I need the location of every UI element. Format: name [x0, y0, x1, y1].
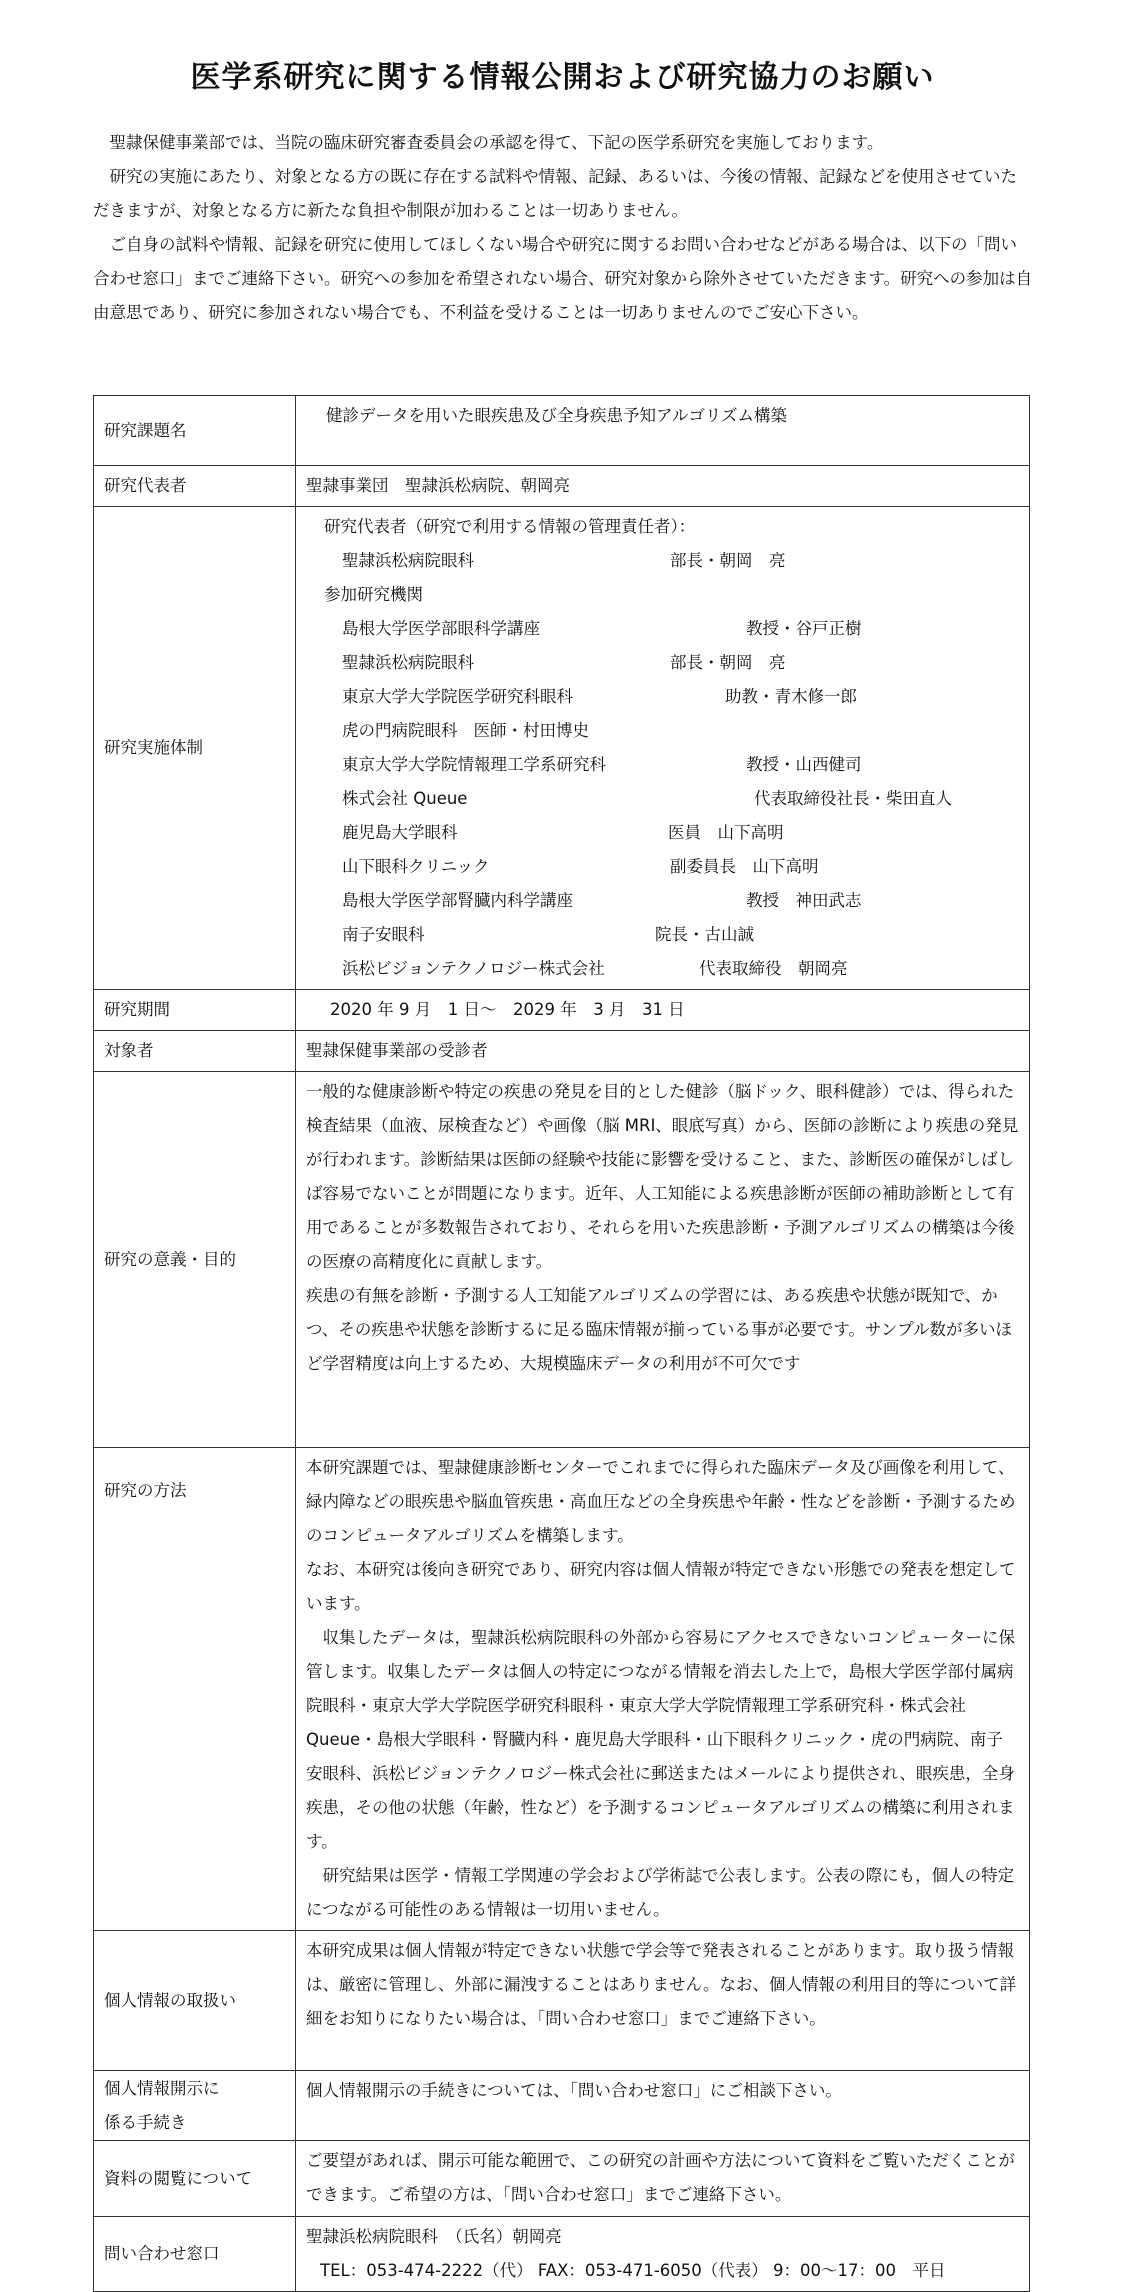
label-research-title: 研究課題名: [94, 396, 296, 466]
system-head: 研究代表者（研究で利用する情報の管理責任者）：: [324, 517, 696, 536]
member-role: 代表取締役 朝岡亮: [699, 959, 848, 978]
label-system: 研究実施体制: [94, 507, 296, 990]
member-row: [324, 714, 1019, 748]
label-representative: 研究代表者: [94, 466, 296, 507]
row-research-title: [94, 396, 1030, 466]
member-institution: 東京大学大学院医学研究科眼科: [342, 687, 573, 706]
row-method: [94, 1448, 1030, 1931]
label-purpose: 研究の意義・目的: [94, 1072, 296, 1448]
member-row: [324, 884, 1019, 918]
label-privacy: 個人情報の取扱い: [94, 1931, 296, 2071]
contact-phone: TEL：053-474-2222（代） FAX：053-471-6050（代表） 9：00～17：00 平日: [320, 2261, 946, 2280]
row-system: [94, 507, 1030, 990]
row-disclosure: [94, 2071, 1030, 2141]
label-subject: 対象者: [94, 1031, 296, 1072]
value-method: [296, 1448, 1030, 1931]
member-row: [324, 612, 1019, 646]
member-role: 教授 神田武志: [746, 891, 862, 910]
system-sub: 参加研究機関: [324, 585, 423, 604]
purpose-paragraph: 疾患の有無を診断・予測する人工知能アルゴリズムの学習には、ある疾患や状態が既知で、かつ、その疾患や状態を診断するに足る臨床情報が揃っている事が必要です。サンプル数が多いほど学習精度は向上するため、大規模臨床データの利用が不可欠です: [306, 1286, 1013, 1373]
value-subject: 聖隷保健事業部の受診者: [296, 1031, 1030, 1072]
research-title-text: 健診データを用いた眼疾患及び全身疾患予知アルゴリズム構築: [326, 406, 788, 425]
row-purpose: [94, 1072, 1030, 1448]
member-list: [324, 612, 1019, 986]
period-text: 2020 年 9 月 1 日～ 2029 年 3 月 31 日: [330, 1000, 685, 1019]
member-institution: 株式会社 Queue: [342, 789, 468, 808]
member-role: 医師・村田博史: [473, 721, 589, 740]
disclosure-label-line: 個人情報開示に: [104, 2078, 220, 2098]
info-table: [93, 395, 1030, 2292]
value-system: [296, 507, 1030, 990]
member-institution: 山下眼科クリニック: [342, 857, 490, 876]
lead-institution: 聖隷浜松病院眼科: [342, 551, 474, 570]
label-contact: 問い合わせ窓口: [94, 2217, 296, 2292]
intro-text: [93, 126, 1033, 330]
label-materials: 資料の閲覧について: [94, 2141, 296, 2217]
member-role: 医員 山下高明: [668, 823, 784, 842]
method-paragraph: 本研究課題では、聖隷健康診断センターでこれまでに得られた臨床データ及び画像を利用して、緑内障などの眼疾患や脳血管疾患・高血圧などの全身疾患や年齢・性などを診断・予測するためのコンピュータアルゴリズムを構築します。: [306, 1458, 1016, 1545]
intro-paragraph: 研究の実施にあたり、対象となる方の既に存在する試料や情報、記録、あるいは、今後の情報、記録などを使用させていただきますが、対象となる方に新たな負担や制限が加わることは一切ありません。: [93, 167, 1017, 220]
value-materials: ご要望があれば、開示可能な範囲で、この研究の計画や方法について資料をご覧いただくことができます。ご希望の方は、「問い合わせ窓口」までご連絡下さい。: [296, 2141, 1030, 2217]
value-privacy: 本研究成果は個人情報が特定できない状態で学会等で発表されることがあります。取り扱う情報は、厳密に管理し、外部に漏洩することはありません。なお、個人情報の利用目的等について詳細をお知りになりたい場合は、「問い合わせ窓口」までご連絡下さい。: [296, 1931, 1030, 2071]
member-row: [324, 850, 1019, 884]
label-disclosure: [94, 2071, 296, 2141]
member-role: 代表取締役社長・柴田直人: [754, 789, 952, 808]
member-institution: 鹿児島大学眼科: [342, 823, 458, 842]
intro-paragraph: ご自身の試料や情報、記録を研究に使用してほしくない場合や研究に関するお問い合わせなどがある場合は、以下の「問い合わせ窓口」までご連絡下さい。研究への参加を希望されない場合、研究対象から除外させていただきます。研究への参加は自由意思であり、研究に参加されない場合でも、不利益を受けることは一切ありませんのでご安心下さい。: [93, 235, 1033, 322]
member-row: [324, 816, 1019, 850]
member-role: 助教・青木修一郎: [725, 687, 857, 706]
intro-paragraph: 聖隷保健事業部では、当院の臨床研究審査委員会の承認を得て、下記の医学系研究を実施しております。: [109, 133, 884, 152]
value-period: [296, 990, 1030, 1031]
row-materials: [94, 2141, 1030, 2217]
purpose-paragraph: 一般的な健康診断や特定の疾患の発見を目的とした健診（脳ドック、眼科健診）では、得られた検査結果（血液、尿検査など）や画像（脳 MRI、眼底写真）から、医師の診断により疾患の発見が行われます。診断結果は医師の経験や技能に影響を受けること、また、診断医の確保がしばしば容易でないことが問題になります。近年、人工知能による疾患診断が医師の補助診断として有用であることが多数報告されており、それらを用いた疾患診断・予測アルゴリズムの構築は今後の医療の高精度化に貢献します。: [306, 1082, 1019, 1271]
row-privacy: [94, 1931, 1030, 2071]
label-period: 研究期間: [94, 990, 296, 1031]
member-row: [324, 918, 1019, 952]
member-role: 教授・山西健司: [746, 755, 862, 774]
value-contact: [296, 2217, 1030, 2292]
lead-role: 部長・朝岡 亮: [670, 551, 786, 570]
method-paragraph: 研究結果は医学・情報工学関連の学会および学術誌で公表します。公表の際にも，個人の特定につながる可能性のある情報は一切用いません。: [306, 1866, 1015, 1919]
value-representative: 聖隷事業団 聖隷浜松病院、朝岡亮: [296, 466, 1030, 507]
member-row: [324, 782, 1019, 816]
method-paragraph: 収集したデータは，聖隷浜松病院眼科の外部から容易にアクセスできないコンピューターに保管します。収集したデータは個人の特定につながる情報を消去した上で，島根大学医学部付属病院眼科・東京大学大学院医学研究科眼科・東京大学大学院情報理工学系研究科・株式会社 Queue・島根大学眼科・腎臓内科・鹿児島大学眼科・山下眼科クリニック・虎の門病院、南子安眼科、浜松ビジョンテクノロジー株式会社に郵送またはメールにより提供され、眼疾患，全身疾患，その他の状態（年齢，性など）を予測するコンピュータアルゴリズムの構築に利用されます。: [306, 1628, 1016, 1851]
member-row: [324, 748, 1019, 782]
page-title: 医学系研究に関する情報公開および研究協力のお願い: [190, 60, 935, 95]
member-institution: 東京大学大学院情報理工学系研究科: [342, 755, 606, 774]
member-row: [324, 952, 1019, 986]
label-method: 研究の方法: [94, 1448, 296, 1931]
value-purpose: [296, 1072, 1030, 1448]
row-representative: [94, 466, 1030, 507]
member-row: [324, 680, 1019, 714]
row-period: [94, 990, 1030, 1031]
member-role: 副委員長 山下高明: [670, 857, 819, 876]
system-lead: [324, 544, 1019, 578]
value-research-title: [296, 396, 1030, 466]
value-disclosure: 個人情報開示の手続きについては、「問い合わせ窓口」にご相談下さい。: [296, 2071, 1030, 2141]
method-paragraph: なお、本研究は後向き研究であり、研究内容は個人情報が特定できない形態での発表を想定しています。: [306, 1560, 1016, 1613]
row-contact: [94, 2217, 1030, 2292]
member-institution: 浜松ビジョンテクノロジー株式会社: [342, 959, 605, 978]
contact-line: 聖隷浜松病院眼科 （氏名）朝岡亮: [306, 2227, 562, 2246]
row-subject: [94, 1031, 1030, 1072]
member-role: 部長・朝岡 亮: [670, 653, 786, 672]
member-role: 教授・谷戸正樹: [746, 619, 862, 638]
member-institution: 南子安眼科: [342, 925, 425, 944]
member-institution: 虎の門病院眼科: [342, 721, 458, 740]
member-row: [324, 646, 1019, 680]
member-institution: 島根大学医学部腎臓内科学講座: [342, 891, 573, 910]
disclosure-label-line: 係る手続き: [104, 2112, 187, 2132]
member-institution: 聖隷浜松病院眼科: [342, 653, 474, 672]
member-role: 院長・古山誠: [655, 925, 754, 944]
member-institution: 島根大学医学部眼科学講座: [342, 619, 540, 638]
